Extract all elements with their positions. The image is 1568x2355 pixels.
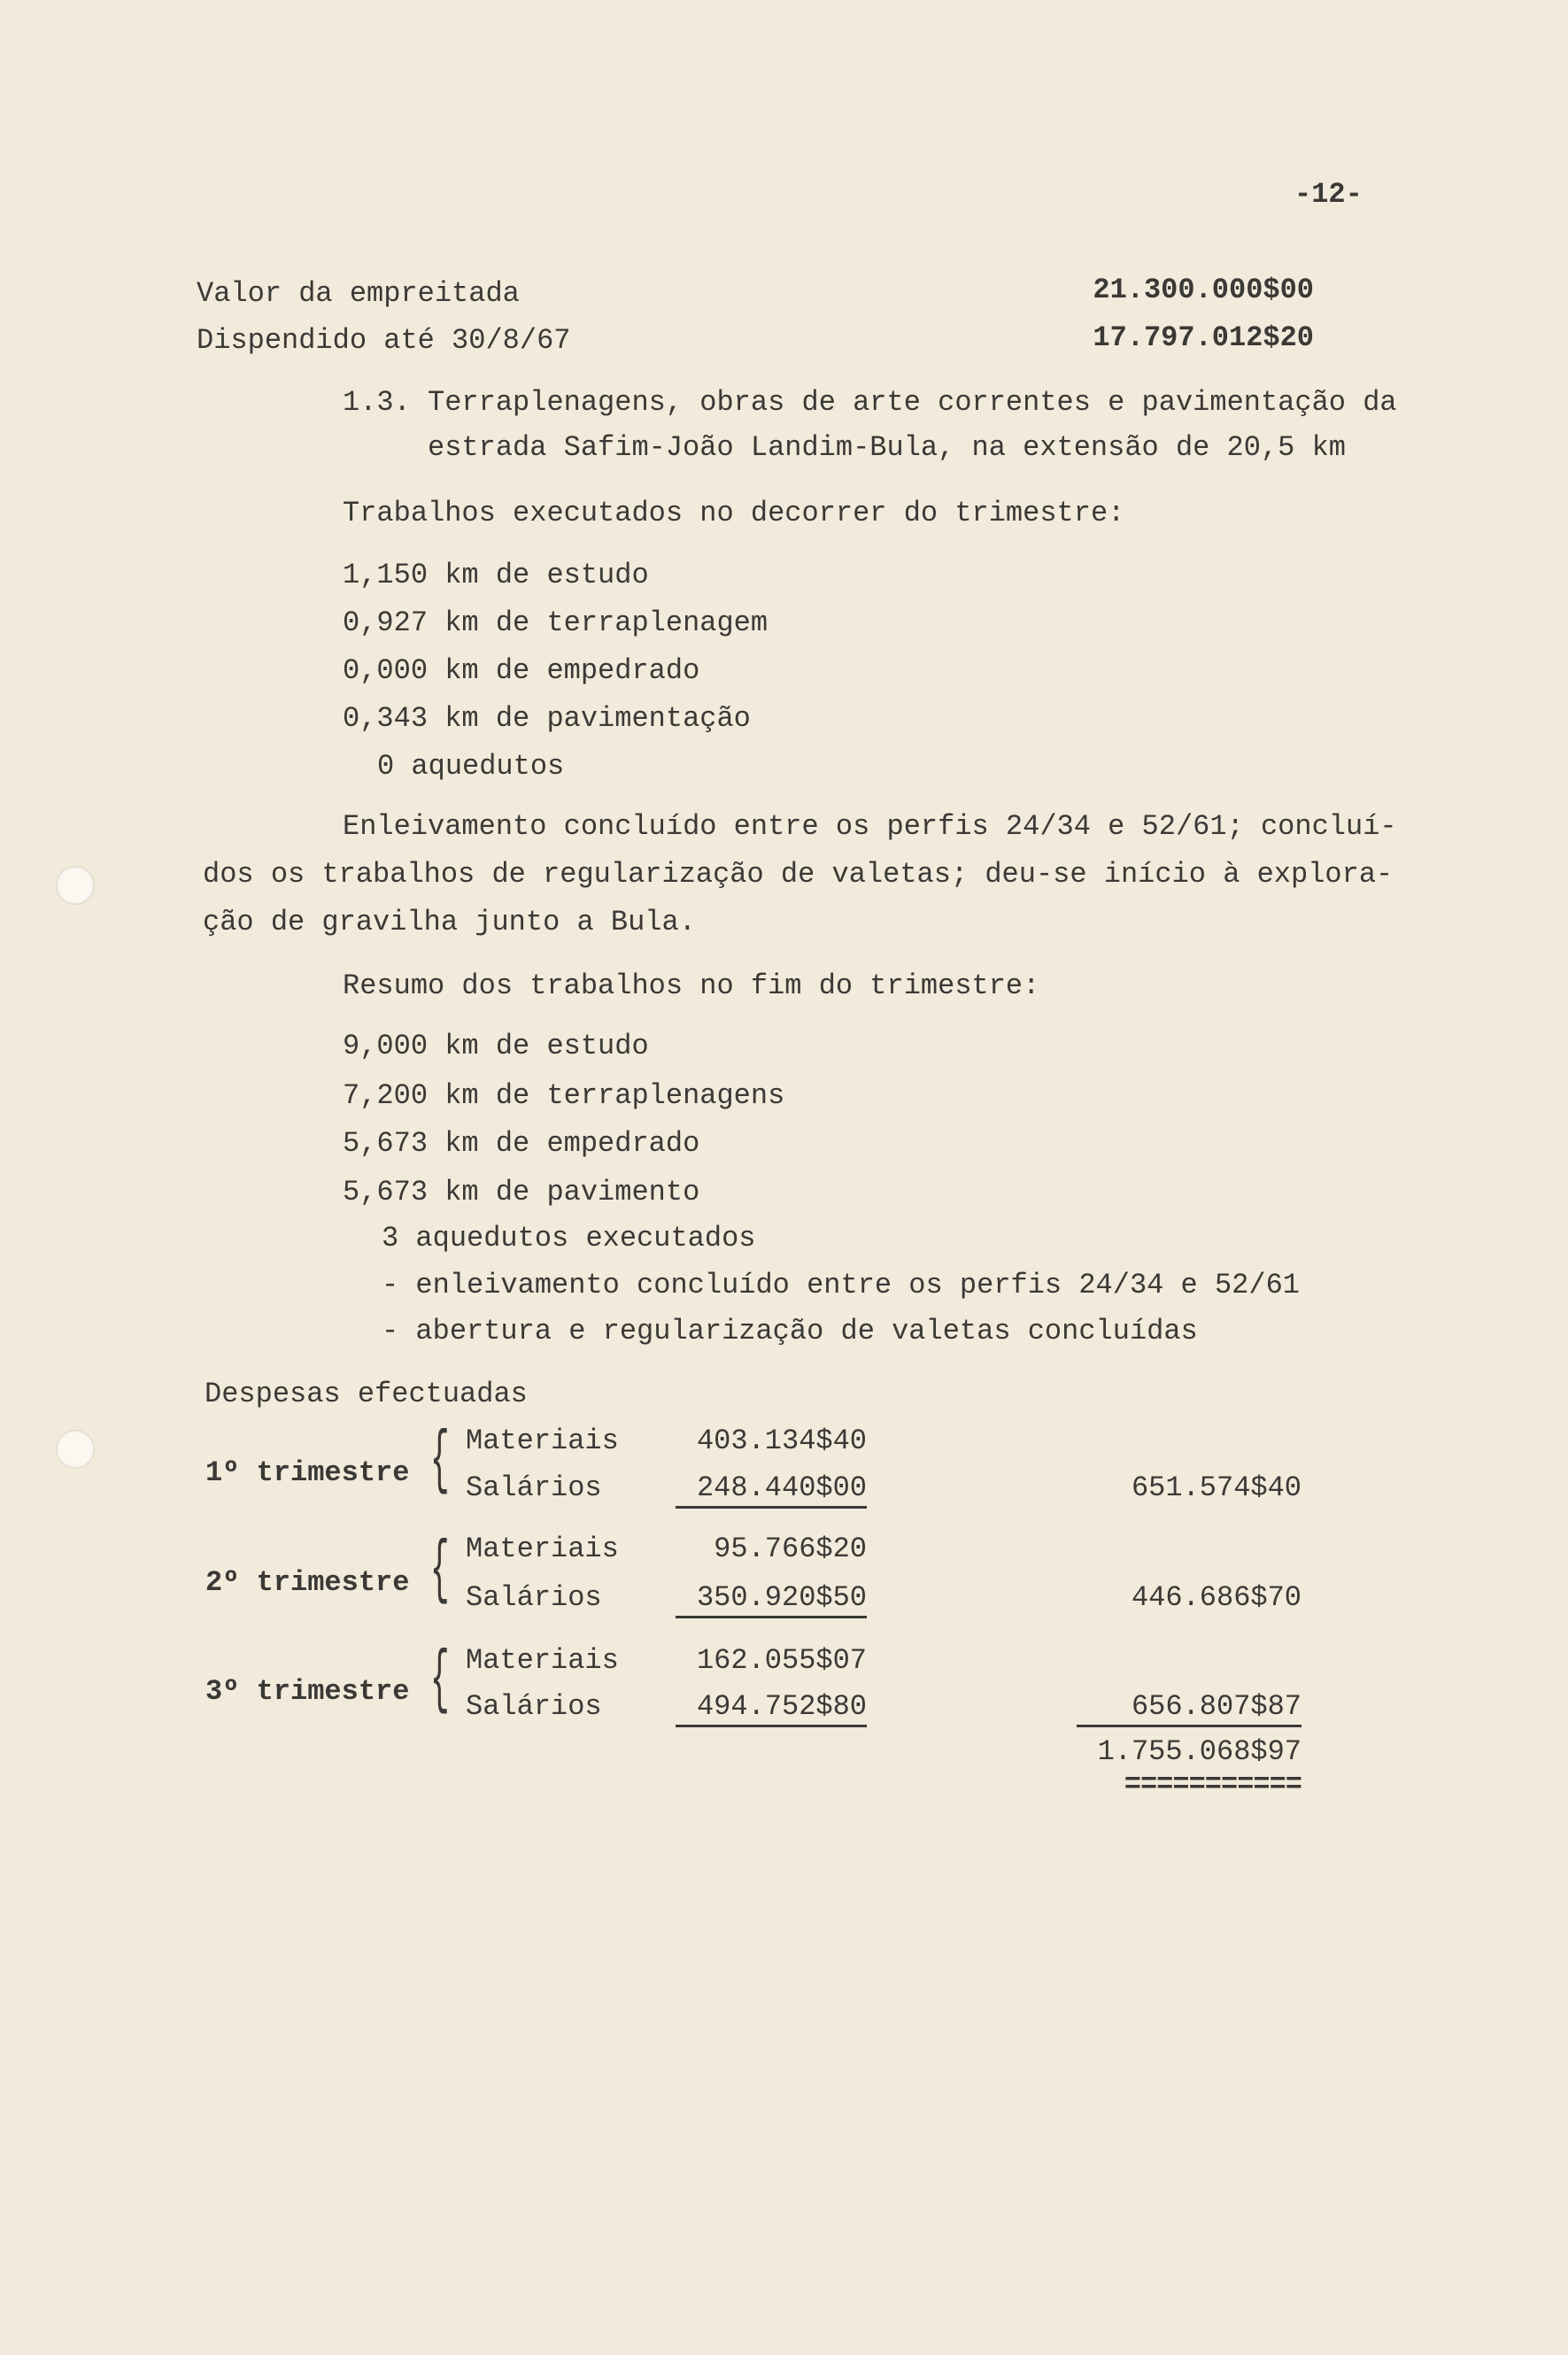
paragraph-line: ção de gravilha junto a Bula.	[203, 906, 696, 938]
list-item: - enleivamento concluído entre os perfis 24/34 e 52/61	[382, 1269, 1300, 1301]
salaries-value: 248.440$00	[676, 1471, 867, 1509]
expenses-heading: Despesas efectuadas	[205, 1378, 528, 1410]
punch-hole	[56, 1430, 95, 1469]
materials-value: 162.055$07	[696, 1644, 867, 1677]
quarter-label: 2º trimestre	[205, 1566, 410, 1599]
quarter-label: 1º trimestre	[205, 1456, 410, 1489]
double-rule: ===========	[1124, 1768, 1302, 1801]
quarter-total: 651.574$40	[1131, 1471, 1302, 1504]
page-number: -12-	[1294, 178, 1363, 211]
quarter-total: 656.807$87	[1077, 1689, 1302, 1727]
list-item: 7,200 km de terraplenagens	[343, 1079, 785, 1112]
materials-label: Materiais	[466, 1533, 619, 1565]
works-heading: Trabalhos executados no decorrer do trimestre:	[343, 497, 1125, 529]
brace: {	[430, 1421, 450, 1502]
quarter-total: 446.686$70	[1131, 1581, 1302, 1614]
brace: {	[430, 1531, 450, 1611]
materials-label: Materiais	[466, 1644, 619, 1677]
spent-label: Dispendido até 30/8/67	[197, 324, 571, 357]
grand-total: 1.755.068$97	[1097, 1735, 1302, 1768]
spent-value: 17.797.012$20	[1093, 321, 1314, 354]
list-item: 0,000 km de empedrado	[343, 654, 700, 687]
list-item: 5,673 km de empedrado	[343, 1127, 700, 1160]
list-item: 9,000 km de estudo	[343, 1030, 649, 1062]
list-item: 5,673 km de pavimento	[343, 1176, 700, 1208]
salaries-label: Salários	[466, 1690, 602, 1723]
list-item: 0,927 km de terraplenagem	[343, 606, 769, 639]
punch-hole	[56, 866, 95, 905]
contract-value: 21.300.000$00	[1093, 274, 1314, 306]
paragraph-line: Enleivamento concluído entre os perfis 24/34 e 52/61; concluí-	[343, 810, 1397, 843]
brace: {	[430, 1641, 450, 1721]
list-item: 0,343 km de pavimentação	[343, 702, 751, 735]
summary-heading: Resumo dos trabalhos no fim do trimestre:	[343, 969, 1040, 1002]
list-item: 0 aquedutos	[377, 750, 565, 783]
paragraph-line: dos os trabalhos de regularização de valetas; deu-se início à explora-	[203, 858, 1394, 891]
salaries-value: 494.752$80	[676, 1689, 867, 1727]
materials-label: Materiais	[466, 1425, 619, 1457]
list-item: - abertura e regularização de valetas concluídas	[382, 1315, 1198, 1347]
contract-label: Valor da empreitada	[197, 277, 520, 310]
quarter-label: 3º trimestre	[205, 1675, 410, 1708]
salaries-value: 350.920$50	[676, 1580, 867, 1618]
section-title-cont: estrada Safim-João Landim-Bula, na extensão de 20,5 km	[428, 431, 1346, 464]
list-item: 3 aquedutos executados	[382, 1222, 756, 1255]
list-item: 1,150 km de estudo	[343, 559, 649, 591]
materials-value: 95.766$20	[714, 1533, 867, 1565]
section-title: 1.3. Terraplenagens, obras de arte correntes e pavimentação da	[343, 386, 1397, 419]
salaries-label: Salários	[466, 1581, 602, 1614]
salaries-label: Salários	[466, 1471, 602, 1504]
materials-value: 403.134$40	[696, 1425, 867, 1457]
